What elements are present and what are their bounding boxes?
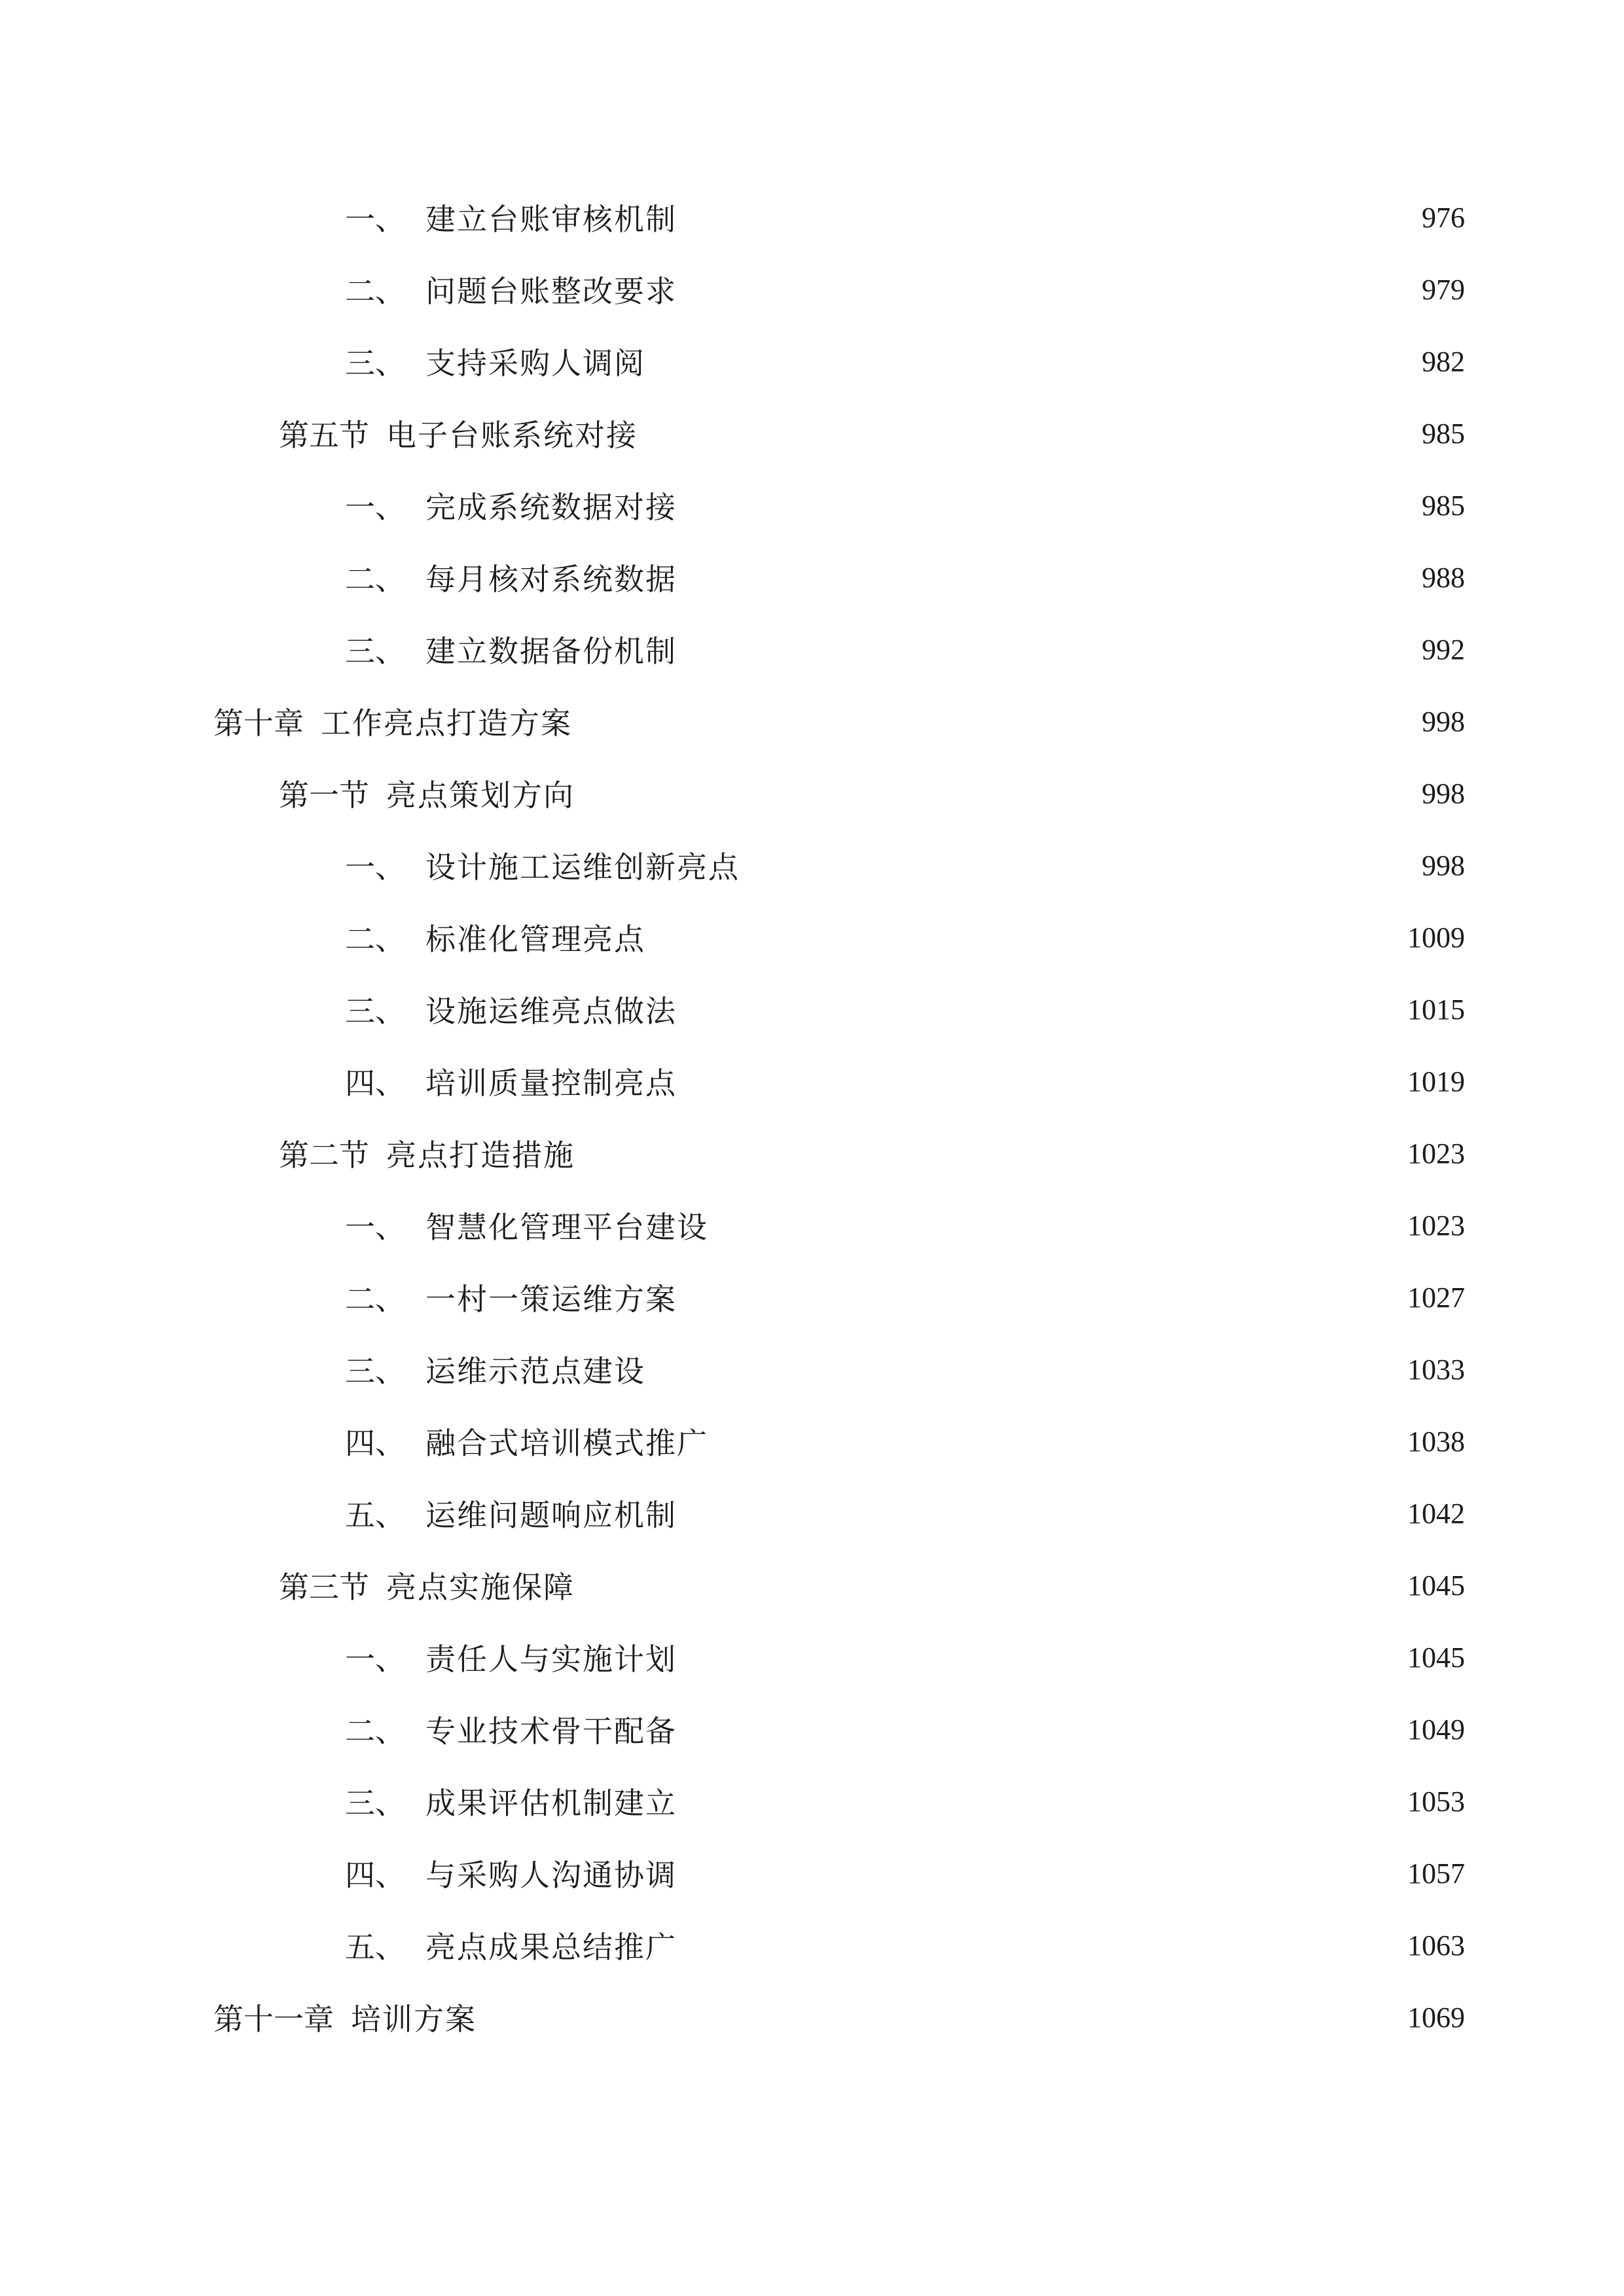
table-of-contents — [0, 194, 1624, 2066]
toc-entry-title: 亮点打造措施 — [386, 1138, 575, 1173]
toc-entry-line — [345, 1706, 1465, 1753]
toc-entry[interactable] — [0, 338, 1624, 410]
toc-entry-number: 第一节 — [279, 778, 369, 813]
toc-entry-title: 一村一策运维方案 — [425, 1282, 677, 1317]
toc-entry-number: 三、 — [345, 1785, 405, 1821]
dot-leader — [651, 1354, 1398, 1384]
toc-entry[interactable] — [0, 1850, 1624, 1922]
toc-entry-line — [279, 410, 1465, 457]
toc-entry-page-number: 985 — [1422, 417, 1465, 450]
toc-entry-title: 与采购人沟通协调 — [425, 1857, 677, 1893]
toc-entry-line — [345, 1490, 1465, 1537]
dot-leader — [682, 490, 1413, 520]
toc-entry-number: 三、 — [345, 634, 405, 669]
toc-entry-title: 智慧化管理平台建设 — [425, 1210, 708, 1245]
toc-entry-page-number: 985 — [1422, 489, 1465, 522]
dot-leader — [682, 562, 1413, 592]
toc-entry[interactable] — [0, 1778, 1624, 1850]
dot-leader — [580, 1138, 1398, 1168]
toc-entry[interactable] — [0, 1130, 1624, 1202]
toc-entry-line — [345, 842, 1465, 889]
toc-entry[interactable] — [0, 1994, 1624, 2066]
toc-entry-line — [345, 914, 1465, 961]
toc-entry-line — [345, 338, 1465, 385]
toc-entry-number: 第二节 — [279, 1138, 369, 1173]
toc-entry-page-number: 1063 — [1407, 1929, 1465, 1962]
toc-entry[interactable] — [0, 770, 1624, 842]
dot-leader — [651, 346, 1413, 376]
toc-entry-title: 培训质量控制亮点 — [425, 1066, 677, 1101]
toc-entry-number: 二、 — [345, 1713, 405, 1749]
toc-entry[interactable] — [0, 1490, 1624, 1562]
toc-entry-title: 成果评估机制建立 — [425, 1785, 677, 1821]
toc-entry-page-number: 998 — [1422, 777, 1465, 810]
toc-entry-title: 建立台账审核机制 — [425, 202, 677, 237]
toc-entry-page-number: 998 — [1422, 849, 1465, 882]
toc-entry-page-number: 998 — [1422, 705, 1465, 738]
toc-entry-page-number: 1023 — [1407, 1209, 1465, 1242]
toc-entry-title: 亮点策划方向 — [386, 778, 575, 813]
dot-leader — [682, 1066, 1398, 1096]
dot-leader — [682, 202, 1413, 232]
toc-entry-title: 亮点实施保障 — [386, 1570, 575, 1605]
toc-entry-title: 设计施工运维创新亮点 — [425, 850, 740, 885]
dot-leader — [682, 1642, 1398, 1672]
toc-entry[interactable] — [0, 194, 1624, 266]
dot-leader — [577, 706, 1413, 736]
toc-entry-number: 第三节 — [279, 1570, 369, 1605]
toc-entry-title: 亮点成果总结推广 — [425, 1929, 677, 1965]
toc-entry-number: 第十一章 — [213, 2001, 334, 2037]
toc-entry-page-number: 1069 — [1407, 2001, 1465, 2034]
toc-entry-title: 运维问题响应机制 — [425, 1498, 677, 1533]
toc-entry[interactable] — [0, 698, 1624, 770]
toc-entry[interactable] — [0, 842, 1624, 914]
toc-entry-number: 二、 — [345, 922, 405, 957]
toc-entry-number: 四、 — [345, 1066, 405, 1101]
toc-entry-number: 四、 — [345, 1857, 405, 1893]
toc-entry-number: 二、 — [345, 274, 405, 309]
dot-leader — [682, 1282, 1398, 1312]
toc-entry-number: 一、 — [345, 490, 405, 525]
toc-entry-title: 融合式培训模式推广 — [425, 1426, 708, 1461]
toc-entry-page-number: 1038 — [1407, 1425, 1465, 1458]
toc-entry-title: 支持采购人调阅 — [425, 346, 645, 381]
dot-leader — [643, 418, 1413, 448]
toc-entry-page-number: 1033 — [1407, 1353, 1465, 1386]
toc-entry-title: 电子台账系统对接 — [386, 418, 638, 453]
toc-entry-line — [213, 1994, 1465, 2041]
toc-entry[interactable] — [0, 1922, 1624, 1994]
toc-entry-line — [345, 1850, 1465, 1897]
toc-entry-line — [345, 1778, 1465, 1825]
dot-leader — [713, 1210, 1398, 1240]
toc-entry-line — [345, 986, 1465, 1033]
toc-entry-title: 完成系统数据对接 — [425, 490, 677, 525]
toc-entry-title: 设施运维亮点做法 — [425, 994, 677, 1029]
toc-entry-page-number: 1009 — [1407, 921, 1465, 954]
toc-entry-number: 一、 — [345, 1210, 405, 1245]
toc-entry-page-number: 1042 — [1407, 1497, 1465, 1530]
toc-entry[interactable] — [0, 410, 1624, 482]
toc-entry-line — [345, 1634, 1465, 1681]
toc-entry-line — [345, 1418, 1465, 1465]
toc-entry[interactable] — [0, 554, 1624, 626]
toc-entry-line — [345, 266, 1465, 313]
toc-entry-title: 责任人与实施计划 — [425, 1641, 677, 1677]
toc-entry-line — [213, 698, 1465, 745]
toc-entry-title: 建立数据备份机制 — [425, 634, 677, 669]
dot-leader — [682, 634, 1413, 664]
toc-entry-line — [279, 1130, 1465, 1177]
toc-entry-number: 四、 — [345, 1426, 405, 1461]
toc-entry-line — [345, 1274, 1465, 1321]
toc-entry-page-number: 1015 — [1407, 993, 1465, 1026]
toc-entry-title: 问题台账整改要求 — [425, 274, 677, 309]
toc-entry-page-number: 992 — [1422, 633, 1465, 666]
toc-entry-number: 五、 — [345, 1498, 405, 1533]
toc-entry[interactable] — [0, 914, 1624, 986]
toc-entry-line — [345, 194, 1465, 241]
toc-entry-page-number: 1045 — [1407, 1569, 1465, 1602]
toc-entry-line — [279, 770, 1465, 817]
toc-entry-number: 第十章 — [213, 706, 304, 741]
toc-entry-title: 标准化管理亮点 — [425, 922, 645, 957]
dot-leader — [682, 1858, 1398, 1888]
toc-entry[interactable] — [0, 1418, 1624, 1490]
toc-entry[interactable] — [0, 1346, 1624, 1418]
toc-entry-number: 第五节 — [279, 418, 369, 453]
toc-entry-page-number: 1053 — [1407, 1785, 1465, 1818]
dot-leader — [682, 994, 1398, 1024]
dot-leader — [713, 1426, 1398, 1456]
dot-leader — [682, 1714, 1398, 1744]
dot-leader — [745, 850, 1413, 880]
toc-entry-page-number: 1057 — [1407, 1857, 1465, 1890]
toc-entry-line — [345, 1202, 1465, 1249]
toc-entry-page-number: 979 — [1422, 273, 1465, 306]
toc-entry-page-number: 982 — [1422, 345, 1465, 378]
toc-entry-page-number: 1023 — [1407, 1137, 1465, 1170]
toc-entry-number: 三、 — [345, 994, 405, 1029]
dot-leader — [482, 2002, 1398, 2032]
toc-entry[interactable] — [0, 1058, 1624, 1130]
toc-entry-line — [345, 626, 1465, 673]
dot-leader — [682, 274, 1413, 304]
toc-entry-page-number: 976 — [1422, 201, 1465, 234]
toc-entry-title: 工作亮点打造方案 — [321, 706, 572, 741]
toc-entry-number: 五、 — [345, 1929, 405, 1965]
toc-entry[interactable] — [0, 482, 1624, 554]
toc-entry-line — [345, 482, 1465, 529]
dot-leader — [651, 922, 1398, 952]
dot-leader — [580, 778, 1413, 808]
toc-entry[interactable] — [0, 1202, 1624, 1274]
dot-leader — [682, 1786, 1398, 1816]
toc-entry[interactable] — [0, 1634, 1624, 1706]
toc-entry-page-number: 1019 — [1407, 1065, 1465, 1098]
toc-entry[interactable] — [0, 1274, 1624, 1346]
toc-entry-page-number: 1049 — [1407, 1713, 1465, 1746]
toc-entry-line — [345, 554, 1465, 601]
toc-entry-page-number: 988 — [1422, 561, 1465, 594]
dot-leader — [580, 1570, 1398, 1600]
toc-entry-line — [345, 1346, 1465, 1393]
toc-entry[interactable] — [0, 266, 1624, 338]
toc-entry[interactable] — [0, 1706, 1624, 1778]
toc-entry-title: 专业技术骨干配备 — [425, 1713, 677, 1749]
toc-entry[interactable] — [0, 986, 1624, 1058]
dot-leader — [682, 1498, 1398, 1528]
toc-entry-line — [279, 1562, 1465, 1609]
toc-entry-number: 一、 — [345, 202, 405, 237]
toc-entry-title: 培训方案 — [351, 2001, 477, 2037]
toc-entry-number: 一、 — [345, 850, 405, 885]
toc-entry-number: 三、 — [345, 1354, 405, 1389]
dot-leader — [682, 1930, 1398, 1960]
toc-entry-title: 运维示范点建设 — [425, 1354, 645, 1389]
toc-entry-number: 二、 — [345, 562, 405, 597]
toc-entry[interactable] — [0, 626, 1624, 698]
toc-entry-title: 每月核对系统数据 — [425, 562, 677, 597]
toc-entry-page-number: 1045 — [1407, 1641, 1465, 1674]
toc-entry-page-number: 1027 — [1407, 1281, 1465, 1314]
toc-entry-line — [345, 1058, 1465, 1105]
toc-entry-number: 一、 — [345, 1641, 405, 1677]
toc-entry-number: 二、 — [345, 1282, 405, 1317]
toc-entry[interactable] — [0, 1562, 1624, 1634]
toc-entry-number: 三、 — [345, 346, 405, 381]
toc-entry-line — [345, 1922, 1465, 1969]
